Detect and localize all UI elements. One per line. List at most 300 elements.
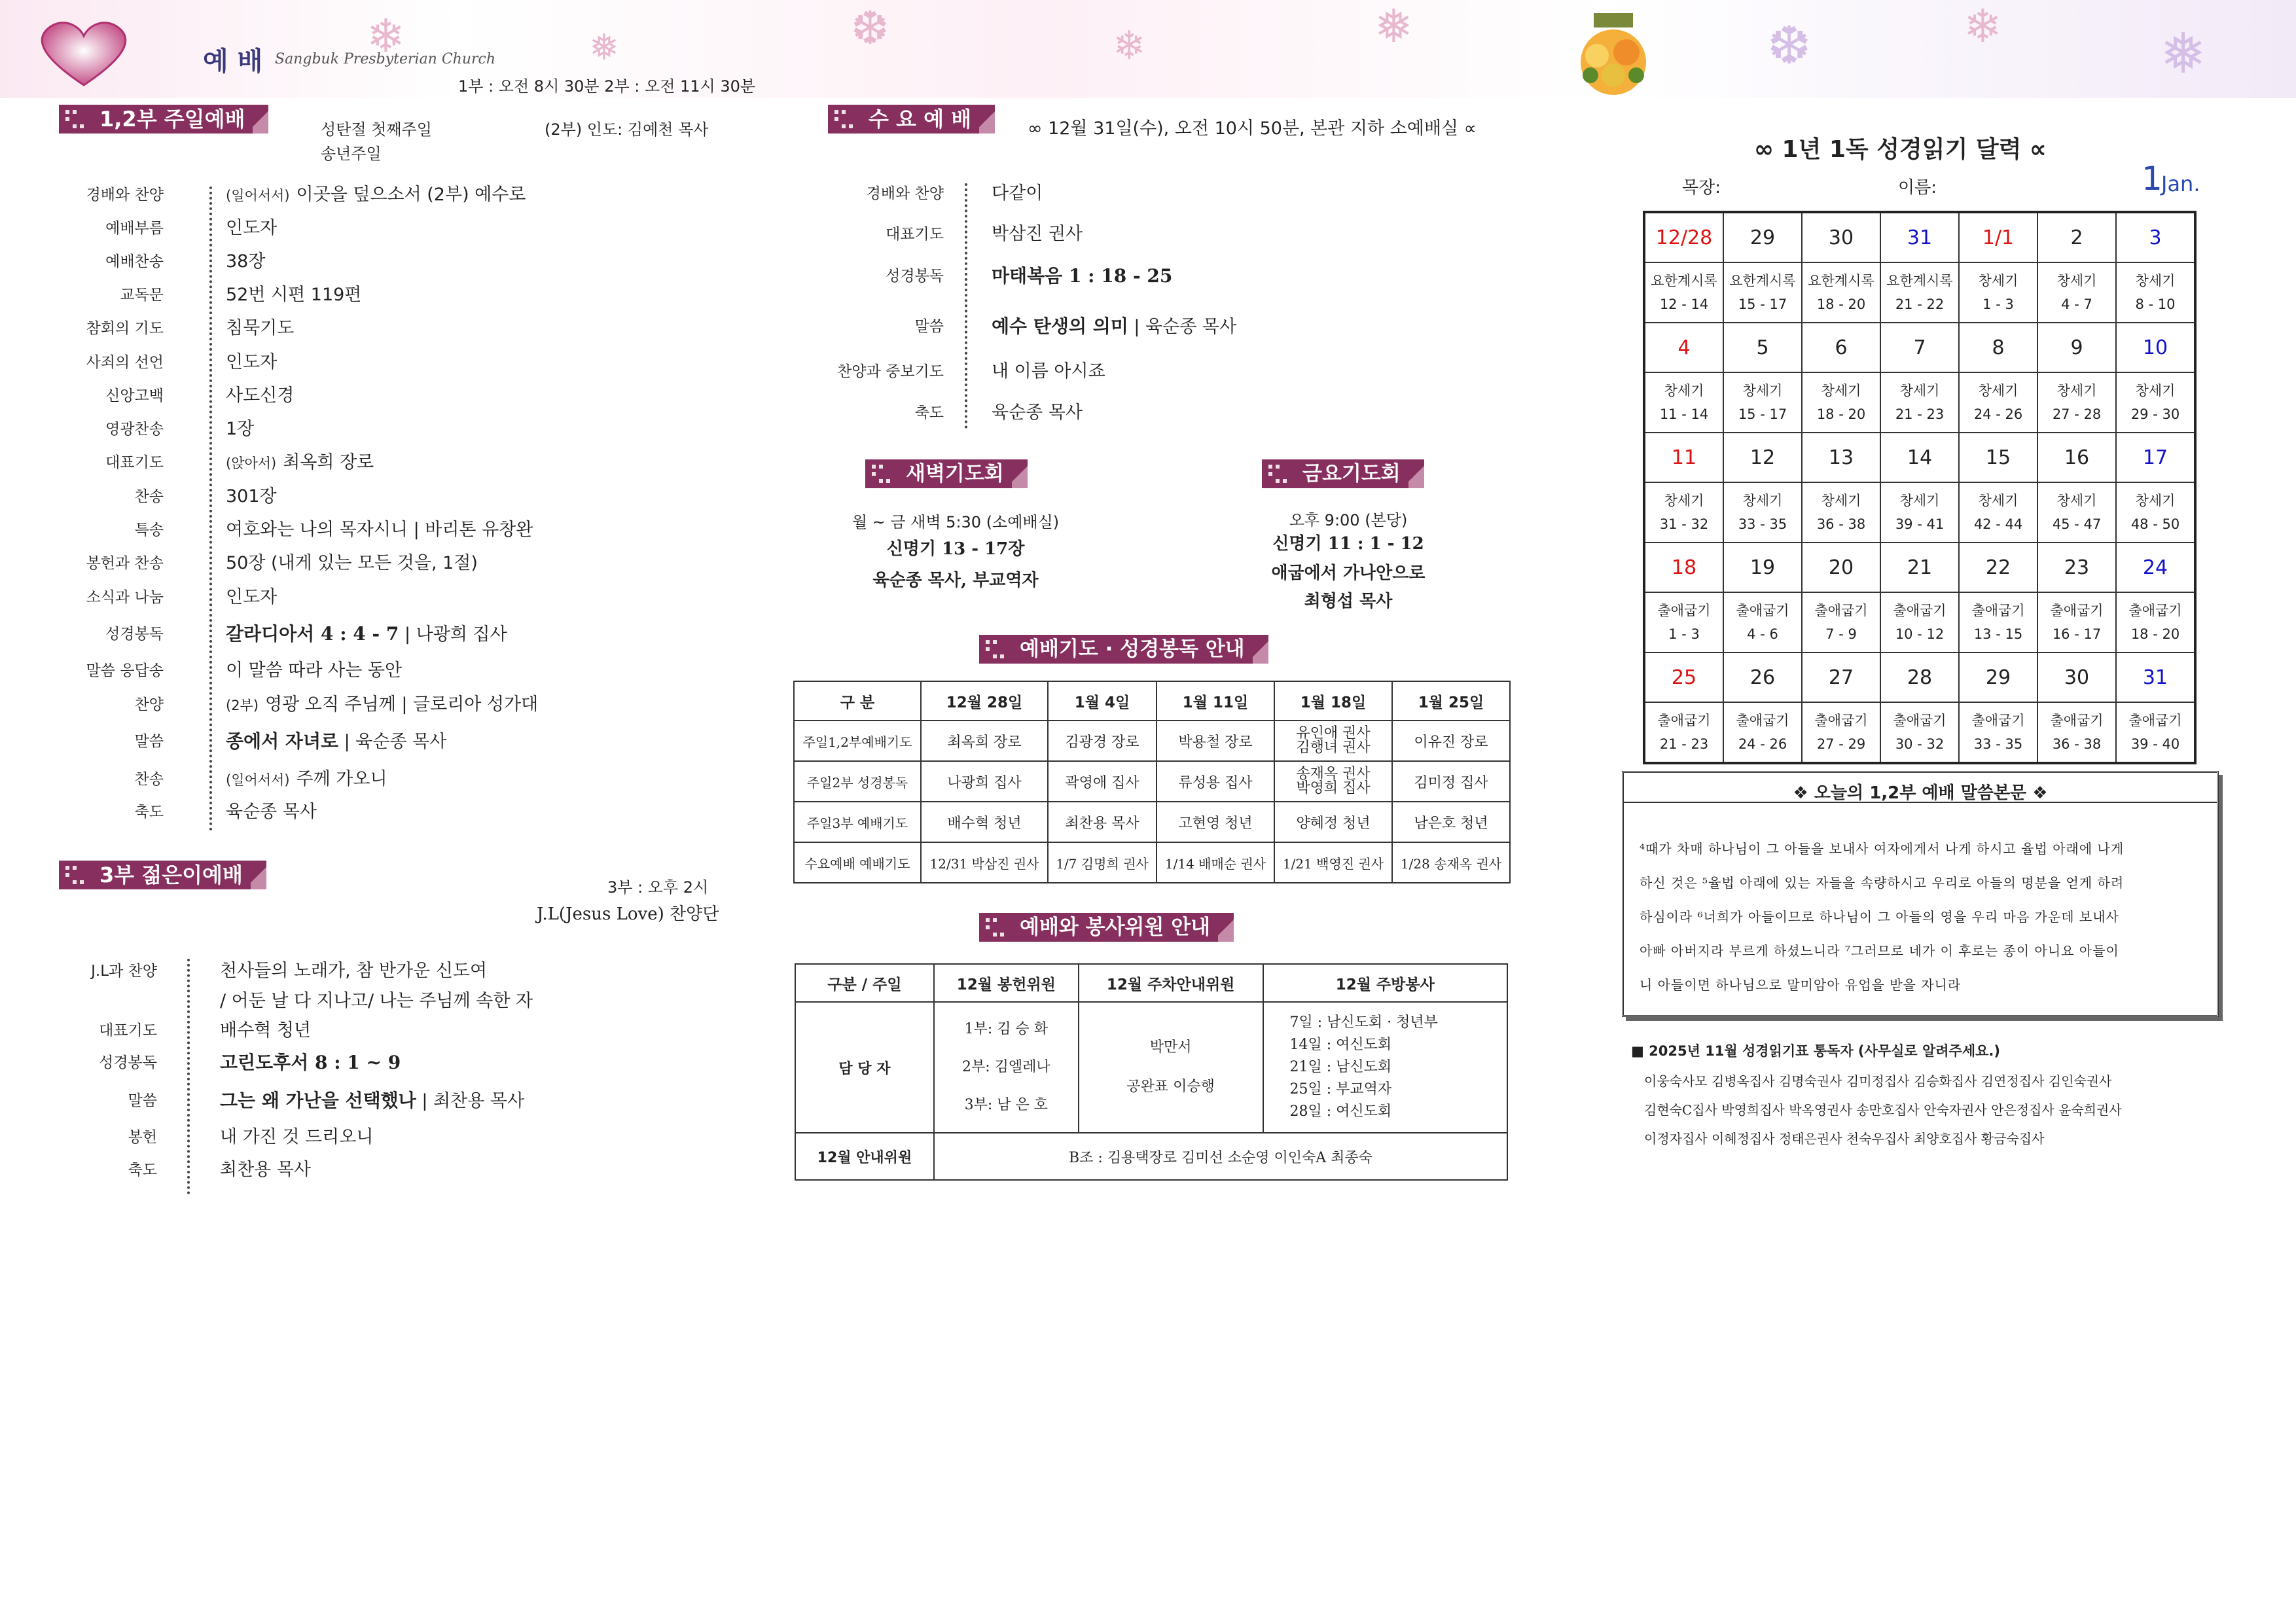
reading-book: 창세기: [1664, 493, 1704, 508]
order-text: 여호와는 나의 목자시니 | 바리톤 유창완: [226, 520, 533, 540]
cell-line: 박영희 집사: [1296, 780, 1371, 796]
order-text: 박삼진 권사: [992, 224, 1083, 244]
reading-book: 요한계시록: [1651, 273, 1717, 289]
order-text: 내 가진 것 드리오니: [220, 1127, 374, 1147]
reading-range: 1 - 3: [1982, 296, 2014, 312]
reading-book: 출애굽기: [2050, 713, 2104, 728]
table-header-row: [794, 681, 1510, 721]
reading-book: 창세기: [1742, 383, 1783, 399]
calendar-date: 12/28: [1644, 212, 1723, 262]
verse-text: [1640, 832, 2201, 1002]
dotted-divider: [187, 959, 192, 1194]
table-cell: 이유진 장로: [1392, 721, 1510, 761]
calendar-date: 28: [1880, 652, 1959, 702]
calendar-date: 7: [1880, 323, 1959, 372]
reading-book: 출애굽기: [1736, 713, 1789, 728]
table-header: 구 분: [794, 681, 921, 721]
sunday-service-heading: 1,2부 주일예배: [59, 105, 264, 134]
table-cell: 곽영애 집사: [1048, 761, 1157, 802]
calendar-date: 9: [2037, 323, 2116, 372]
label-tail: [1218, 913, 1234, 942]
order-label: 성경봉독: [886, 268, 944, 285]
reading-book: 창세기: [1821, 493, 1861, 508]
order-text: 이곳을 덮으소서 (2부) 예수로: [296, 185, 526, 205]
order-row: [0, 1048, 785, 1077]
reading-book: 창세기: [1978, 383, 2018, 399]
order-label: 참회의 기도: [86, 320, 164, 337]
calendar-reading: [1644, 702, 1723, 763]
reading-range: 8 - 10: [2135, 296, 2176, 312]
reading-book: 창세기: [2056, 493, 2097, 508]
reading-range: 21 - 23: [1895, 406, 1945, 422]
offering-3: 3부: 남 은 호: [964, 1097, 1048, 1113]
calendar-reading: [2116, 482, 2195, 543]
reading-range: 18 - 20: [1816, 296, 1866, 312]
cell-line: 김행녀 권사: [1296, 740, 1371, 756]
calendar-reading: [1959, 482, 2037, 543]
order-value: [220, 1123, 373, 1152]
reading-range: 12 - 14: [1659, 296, 1709, 312]
brand-english: Sangbuk Presbyterian Church: [275, 51, 496, 67]
table-header: 12월 28일: [921, 681, 1048, 721]
reading-range: 31 - 32: [1659, 516, 1709, 532]
order-row: [0, 448, 785, 477]
label-tail: [253, 105, 268, 134]
order-label: 성경봉독: [99, 1054, 157, 1071]
order-text: 38장: [226, 251, 266, 272]
sunday-subtitle-2: 송년주일: [321, 145, 382, 163]
calendar-date: 8: [1959, 323, 2037, 372]
table-row: [794, 761, 1510, 802]
calendar-reading: [2116, 372, 2195, 433]
calendar-date: 11: [1644, 433, 1723, 482]
vol-header: 12월 주차안내위원: [1079, 964, 1263, 1002]
kitchen-5: 28일 : 여신도회: [1289, 1103, 1392, 1120]
pixel-deco-icon: [834, 110, 853, 128]
table-cell: 최찬용 목사: [1048, 802, 1157, 842]
parking-1: 박만서: [1149, 1039, 1192, 1056]
calendar-reading: [1959, 262, 2037, 323]
kitchen-1: 7일 : 남신도회 · 청년부: [1289, 1014, 1438, 1031]
reading-book: 출애굽기: [1814, 713, 1868, 728]
reading-book: 요한계시록: [1808, 273, 1874, 289]
calendar-date-row: [1644, 212, 2195, 262]
calendar-date: 12: [1723, 433, 1802, 482]
table-header: 1월 11일: [1157, 681, 1274, 721]
order-value: [226, 690, 538, 720]
order-text: 인도자: [226, 587, 278, 607]
order-prefix: (일어서서): [226, 188, 290, 204]
guide-value: B조 : 김용택장로 김미선 소순영 이인숙A 최종숙: [934, 1133, 1507, 1180]
order-text: 인도자: [226, 218, 278, 238]
order-text: 배수혁 청년: [220, 1020, 311, 1041]
order-value: [992, 357, 1105, 386]
order-row: [0, 727, 785, 756]
reading-book: 창세기: [2056, 273, 2097, 289]
readers-line: 이웅숙사모 김병옥집사 김명숙권사 김미정집사 김승화집사 김연정집사 김인숙권사: [1644, 1073, 2112, 1089]
order-label: 예배부름: [105, 220, 164, 237]
calendar-reading: [1644, 372, 1723, 433]
reading-book: 출애굽기: [1893, 603, 1946, 618]
readers-line: 이정자집사 이혜정집사 정태은권사 천숙우집사 최양호집사 황금숙집사: [1644, 1131, 2045, 1147]
sunday-subtitle-1: 성탄절 첫째주일: [321, 120, 432, 139]
verse-line: 하신 것은 ⁵율법 아래에 있는 자들을 속량하시고 우리로 아들의 명분을 얻게 하려: [1640, 875, 2125, 891]
order-text: 육순종 목사: [226, 802, 317, 822]
reading-book: 출애굽기: [1657, 603, 1711, 618]
calendar-date: 19: [1723, 543, 1802, 592]
order-row: [0, 583, 785, 612]
calendar-reading-row: [1644, 702, 2195, 763]
reading-range: 4 - 6: [1747, 626, 1778, 642]
order-value: [992, 312, 1236, 342]
table-cell: 양혜정 청년: [1274, 802, 1392, 842]
calendar-mokjang: 목장:: [1682, 178, 1721, 198]
order-label: 예배찬송: [105, 253, 164, 270]
volunteer-table: [795, 963, 1508, 1181]
order-label: 찬송: [134, 488, 164, 505]
calendar-reading: [1644, 482, 1723, 543]
order-text: 301장: [226, 486, 277, 507]
order-label: 말씀 응답송: [86, 662, 164, 679]
calendar-reading: [1880, 482, 1959, 543]
reading-book: 창세기: [2135, 273, 2176, 289]
wednesday-service-heading: 수 요 예 배: [828, 105, 991, 134]
readers-title: ■ 2025년 11월 성경읽기표 통독자 (사무실로 알려주세요.): [1631, 1043, 2000, 1059]
verse-divider: [1624, 802, 2217, 803]
calendar-reading: [1723, 702, 1802, 763]
order-label: 신앙고백: [105, 387, 164, 404]
calendar-date-row: [1644, 433, 2195, 482]
reading-range: 24 - 26: [1973, 406, 2023, 422]
order-text: 이 말씀 따라 사는 동안: [226, 660, 403, 681]
calendar-date: 6: [1802, 323, 1880, 372]
order-row: [0, 262, 1440, 291]
sunday-leader: (2부) 인도: 김예천 목사: [545, 120, 709, 139]
order-prefix: (2부): [226, 698, 259, 713]
reading-book: 출애굽기: [1814, 603, 1868, 618]
reading-book: 출애굽기: [1657, 713, 1711, 728]
calendar-date: 22: [1959, 543, 2037, 592]
table-cell: 나광희 집사: [921, 761, 1048, 802]
calendar-date-row: [1644, 543, 2195, 592]
table-cell: [1274, 721, 1392, 761]
order-text: 최찬용 목사: [220, 1160, 311, 1180]
calendar-reading: [1802, 592, 1880, 652]
reading-range: 42 - 44: [1973, 516, 2023, 532]
reading-range: 33 - 35: [1973, 736, 2023, 752]
order-row: [0, 656, 785, 685]
order-text: 최옥희 장로: [283, 452, 374, 473]
reading-range: 21 - 23: [1659, 736, 1709, 752]
calendar-reading-row: [1644, 372, 2195, 433]
calendar-month-number: 1: [2142, 160, 2162, 198]
label-tail: [1408, 459, 1424, 488]
order-prefix: (앉아서): [226, 455, 277, 471]
calendar-name: 이름:: [1898, 178, 1937, 198]
order-label: 영광찬송: [105, 421, 164, 438]
calendar-date: 1/1: [1959, 212, 2037, 262]
order-label: 봉헌과 찬송: [86, 555, 164, 572]
calendar-reading: [1723, 372, 1802, 433]
calendar-reading: [2116, 262, 2195, 323]
youth-service-heading: 3부 젊은이예배: [59, 861, 262, 889]
snowflake-icon: ❅: [1374, 0, 1413, 53]
table-header: 1월 25일: [1392, 681, 1510, 721]
verse-line: ⁴때가 차매 하나님이 그 아들을 보내사 여자에게서 나게 하시고 율법 아래에 나게: [1640, 841, 2125, 857]
youth-leader: J.L(Jesus Love) 찬양단: [537, 904, 719, 924]
snowflake-icon: ❆: [1767, 15, 1812, 76]
order-suffix: | 최찬용 목사: [416, 1091, 524, 1111]
prayer-table-heading: 예배기도 · 성경봉독 안내: [979, 635, 1265, 664]
calendar-reading: [2037, 262, 2116, 323]
order-row: [0, 798, 785, 827]
guide-label: 12월 안내위원: [795, 1133, 934, 1180]
order-label: 특송: [134, 522, 164, 539]
order-text: 영광 오직 주님께 | 글로리아 성가대: [265, 694, 539, 715]
table-cell: 최옥희 장로: [921, 721, 1048, 761]
snowflake-icon: ❆: [851, 1, 889, 55]
snowflake-icon: ❄: [1113, 23, 1146, 69]
calendar-date: 2: [2037, 212, 2116, 262]
calendar-reading: [2116, 702, 2195, 763]
table-header: 1월 18일: [1274, 681, 1392, 721]
calendar-reading: [1723, 482, 1802, 543]
calendar-date: 18: [1644, 543, 1723, 592]
order-suffix: | 나광희 집사: [399, 624, 507, 645]
order-text: 주께 가오니: [296, 769, 387, 789]
order-row: [0, 312, 1440, 341]
table-row: [794, 842, 1510, 883]
service-times: 1부 : 오전 8시 30분 2부 : 오전 11시 30분: [458, 77, 756, 96]
reading-calendar: [1643, 211, 2197, 764]
order-value: [226, 620, 507, 649]
reading-range: 27 - 28: [2052, 406, 2102, 422]
order-label: 대표기도: [886, 226, 944, 243]
friday-prayer-heading: 금요기도회: [1262, 459, 1420, 488]
order-value: [220, 957, 487, 986]
calendar-reading-row: [1644, 592, 2195, 652]
volunteer-table-heading: 예배와 봉사위원 안내: [979, 913, 1230, 942]
order-label: 축도: [128, 1162, 157, 1179]
order-text: 육순종 목사: [992, 402, 1083, 423]
calendar-reading: [1802, 702, 1880, 763]
reading-book: 창세기: [1899, 493, 1940, 508]
order-row: [0, 357, 1440, 386]
friday-line-1: 오후 9:00 (본당): [1289, 511, 1408, 529]
reading-book: 출애굽기: [2050, 603, 2104, 618]
cell-line: 송재옥 권사: [1296, 766, 1371, 782]
kitchen-3: 21일 : 남신도회: [1289, 1059, 1392, 1075]
calendar-date: 30: [1802, 212, 1880, 262]
vol-header: 12월 봉헌위원: [934, 964, 1079, 1002]
order-label: 사죄의 선언: [86, 354, 164, 371]
order-label: 말씀: [134, 733, 164, 750]
reading-book: 창세기: [2135, 383, 2176, 399]
order-value: [226, 448, 374, 478]
order-value: [226, 798, 317, 827]
calendar-reading: [1802, 482, 1880, 543]
order-text: 52번 시편 119편: [226, 285, 362, 305]
order-row: [0, 1123, 785, 1152]
calendar-date: 29: [1723, 212, 1802, 262]
friday-line-3: 애굽에서 가나안으로: [1271, 563, 1426, 583]
cell-line: 유인애 권사: [1296, 725, 1371, 741]
reading-range: 33 - 35: [1738, 516, 1787, 532]
calendar-reading: [1880, 262, 1959, 323]
snowflake-icon: ❄: [367, 9, 405, 63]
table-row-label: 주일2부 성경봉독: [794, 761, 921, 802]
table-cell: 김미정 집사: [1392, 761, 1510, 802]
reading-book: 출애굽기: [2128, 603, 2182, 618]
calendar-reading: [1880, 702, 1959, 763]
order-row: [0, 482, 785, 511]
order-text: 내 이름 아시죠: [992, 361, 1105, 382]
reading-range: 27 - 29: [1816, 736, 1866, 752]
order-row: [0, 516, 785, 544]
table-cell: 김광경 장로: [1048, 721, 1157, 761]
reading-range: 4 - 7: [2061, 296, 2092, 312]
order-value: [220, 987, 533, 1016]
pixel-deco-icon: [872, 465, 890, 483]
order-row: [0, 1156, 785, 1185]
table-row: [794, 802, 1510, 842]
calendar-date: 23: [2037, 543, 2116, 592]
table-cell: 배수혁 청년: [921, 802, 1048, 842]
order-label: 말씀: [128, 1092, 157, 1109]
order-value: [226, 583, 277, 612]
order-text: 갈라디아서 4 : 4 - 7: [226, 623, 399, 645]
order-value: [226, 765, 387, 794]
reading-book: 출애굽기: [1971, 603, 2025, 618]
calendar-date-row: [1644, 323, 2195, 372]
parking-2: 공완표 이승행: [1126, 1079, 1215, 1095]
calendar-reading: [2037, 482, 2116, 543]
reading-book: 창세기: [1978, 273, 2018, 289]
table-cell: 박용철 장로: [1157, 721, 1274, 761]
order-value: [226, 727, 446, 757]
offering-cell: [934, 1002, 1079, 1133]
order-text: 침묵기도: [226, 318, 295, 338]
table-cell: 1/28 송재옥 권사: [1392, 842, 1510, 883]
friday-line-2: 신명기 11 : 1 - 12: [1272, 534, 1424, 554]
calendar-month-en: Jan.: [2161, 171, 2200, 196]
order-label: J.L과 찬양: [91, 963, 157, 980]
reading-book: 요한계시록: [1729, 273, 1796, 289]
reading-book: 요한계시록: [1886, 273, 1953, 289]
table-cell: 류성용 집사: [1157, 761, 1274, 802]
reading-range: 39 - 40: [2130, 736, 2180, 752]
order-text: 천사들의 노래가, 참 반가운 신도여: [220, 961, 488, 981]
flower-basket-icon: [1564, 7, 1662, 98]
reading-range: 24 - 26: [1738, 736, 1787, 752]
order-label: 소식과 나눔: [86, 589, 164, 606]
calendar-reading: [1880, 592, 1959, 652]
calendar-date: 5: [1723, 323, 1802, 372]
order-label: 대표기도: [99, 1022, 157, 1039]
reading-range: 18 - 20: [2130, 626, 2180, 642]
order-row: [0, 220, 1440, 249]
order-row: [0, 179, 1440, 208]
calendar-reading: [1959, 592, 2037, 652]
order-text: 사도신경: [226, 385, 295, 406]
kitchen-2: 14일 : 여신도회: [1289, 1037, 1392, 1053]
reading-range: 15 - 17: [1738, 406, 1787, 422]
reading-range: 18 - 20: [1816, 406, 1866, 422]
table-cell: 고현영 청년: [1157, 802, 1274, 842]
calendar-date: 16: [2037, 433, 2116, 482]
kitchen-cell: [1263, 1002, 1507, 1133]
table-cell: 남은호 청년: [1392, 802, 1510, 842]
calendar-date: 21: [1880, 543, 1959, 592]
calendar-reading: [2037, 592, 2116, 652]
calendar-date: 15: [1959, 433, 2037, 482]
order-row: [0, 690, 785, 719]
calendar-date: 10: [2116, 323, 2195, 372]
order-label: 찬송: [134, 771, 164, 788]
label-tail: [1012, 459, 1028, 488]
calendar-reading: [1959, 702, 2037, 763]
calendar-date: 29: [1959, 652, 2037, 702]
verse-box: [1622, 771, 2219, 1017]
offering-2: 2부: 김엘레나: [961, 1059, 1050, 1075]
calendar-reading: [1802, 262, 1880, 323]
dawn-line-2: 신명기 13 - 17장: [886, 539, 1025, 559]
calendar-date: 25: [1644, 652, 1723, 702]
vol-header: 구분 / 주일: [795, 964, 934, 1002]
calendar-date: 13: [1802, 433, 1880, 482]
reading-range: 15 - 17: [1738, 296, 1787, 312]
calendar-reading-row: [1644, 482, 2195, 543]
reading-range: 29 - 30: [2130, 406, 2180, 422]
table-cell: 1/7 김명희 권사: [1048, 842, 1157, 883]
table-cell: 1/21 백영진 권사: [1274, 842, 1392, 883]
dotted-divider: [965, 183, 970, 429]
dawn-prayer-heading: 새벽기도회: [865, 459, 1024, 488]
order-text: 마태복음 1 : 18 - 25: [992, 265, 1173, 287]
order-value: [220, 1016, 311, 1045]
table-cell: 12/31 박삼진 권사: [921, 842, 1048, 883]
order-suffix: | 육순종 목사: [338, 732, 447, 752]
order-label: 축도: [134, 804, 164, 821]
reading-book: 창세기: [2056, 383, 2097, 399]
header-band: [0, 0, 2296, 98]
calendar-date: 30: [2037, 652, 2116, 702]
order-label: 찬양과 중보기도: [837, 363, 944, 380]
order-label: 봉헌: [128, 1129, 157, 1146]
reading-book: 창세기: [1978, 493, 2018, 508]
table-cell: [1274, 761, 1392, 802]
order-label: 교독문: [120, 287, 164, 304]
table-cell: 1/14 배매순 권사: [1157, 842, 1274, 883]
order-prefix: (일어서서): [226, 772, 290, 788]
order-value: [226, 516, 533, 544]
order-value: [220, 1156, 311, 1185]
reading-book: 출애굽기: [1971, 713, 2025, 728]
readers-line: 김현숙C집사 박영희집사 박옥영권사 송만호집사 안숙자권사 안은정집사 윤숙희권사: [1644, 1102, 2122, 1118]
reading-range: 13 - 15: [1973, 626, 2023, 642]
order-text: 1장: [226, 419, 255, 439]
brand-title: 예 배: [203, 46, 263, 77]
calendar-date: 24: [2116, 543, 2195, 592]
calendar-reading: [2116, 592, 2195, 652]
table-row-label: 주일3부 예배기도: [794, 802, 921, 842]
calendar-date: 31: [1880, 212, 1959, 262]
heart-logo-icon: [18, 13, 149, 92]
order-text: 그는 왜 가난을 선택했나: [220, 1090, 416, 1111]
calendar-reading: [2037, 702, 2116, 763]
order-value: [992, 262, 1172, 291]
verse-line: 아빠 아버지라 부르게 하셨느니라 ⁷그러므로 네가 이 후로는 종이 아니요 아들이: [1640, 943, 2119, 959]
